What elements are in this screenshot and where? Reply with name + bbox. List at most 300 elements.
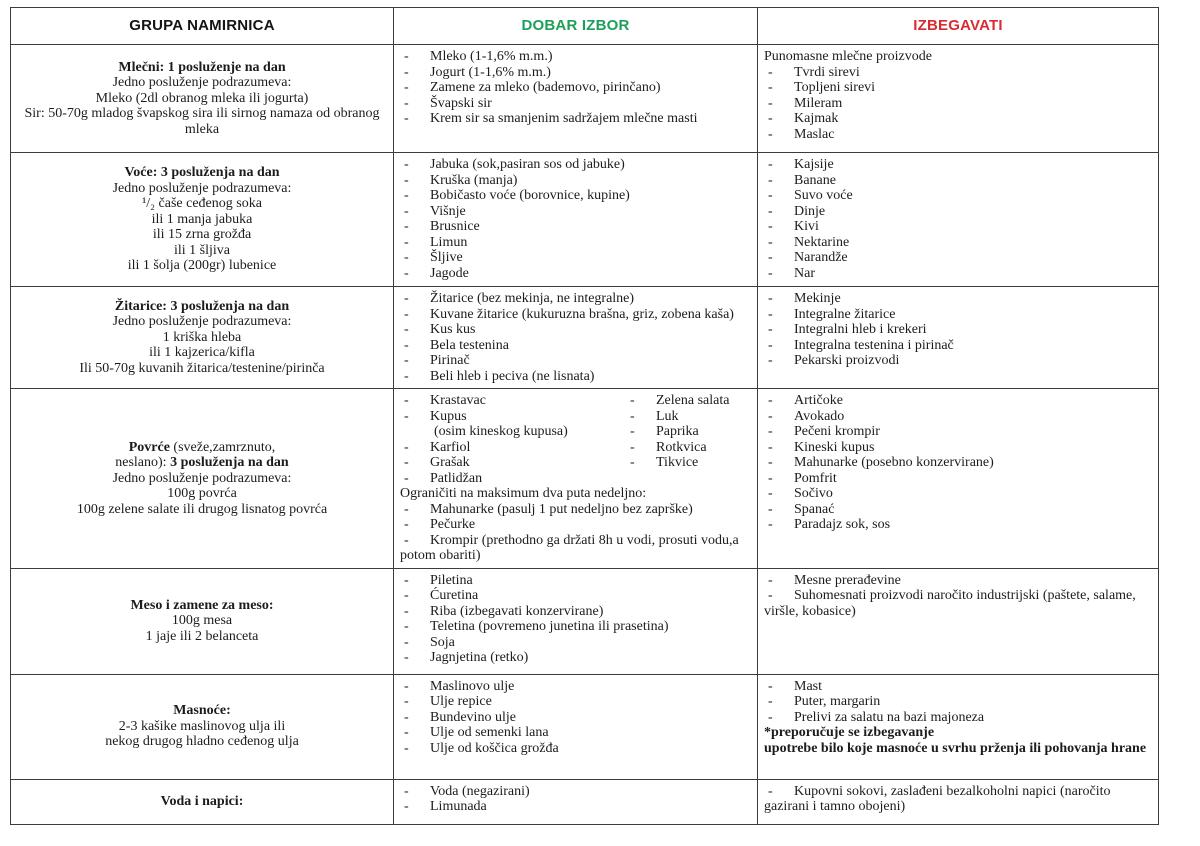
list-item bbox=[764, 173, 1152, 189]
dash-bullet: - bbox=[768, 709, 773, 725]
list-item-text: Pomfrit bbox=[794, 470, 837, 486]
list-item-text: Kus kus bbox=[430, 322, 476, 337]
group-cell-mlecni bbox=[11, 45, 394, 153]
list-item bbox=[400, 157, 751, 173]
avoid-cell-voce bbox=[758, 153, 1159, 287]
group-line-segment: ili 1 šolja (200gr) lubenice bbox=[127, 258, 277, 274]
food-table-container bbox=[10, 7, 1159, 825]
dash-bullet: - bbox=[404, 588, 409, 603]
dash-bullet: - bbox=[404, 234, 409, 250]
group-line-segment: 100g zelene salate ili drugog lisnatog povrća bbox=[76, 501, 328, 517]
list-item-text: Avokado bbox=[794, 408, 845, 424]
column-header-grupa-namirnica: GRUPA NAMIRNICA bbox=[11, 8, 394, 45]
group-line bbox=[17, 345, 387, 361]
list-item bbox=[400, 573, 751, 589]
dash-bullet: - bbox=[768, 188, 773, 203]
list-item-text: Paprika bbox=[656, 424, 699, 439]
dash-bullet: - bbox=[404, 250, 409, 265]
group-cell-voda bbox=[11, 779, 394, 824]
list-item bbox=[400, 111, 751, 127]
group-line-bold-segment: Voda i napici: bbox=[160, 793, 244, 809]
list-item-text: Sočivo bbox=[794, 486, 833, 501]
dash-bullet: - bbox=[768, 172, 773, 188]
list-item-text: Kivi bbox=[794, 219, 819, 234]
list-item-text: Kupus bbox=[430, 408, 467, 424]
list-item-text: Jagode bbox=[430, 265, 469, 281]
list-item bbox=[400, 173, 751, 189]
group-line-segment: Ili 50-70g kuvanih žitarica/testenine/pirinča bbox=[79, 360, 325, 376]
dash-bullet: - bbox=[768, 470, 773, 486]
group-line bbox=[17, 106, 387, 137]
dash-bullet: - bbox=[768, 694, 773, 709]
list-item bbox=[764, 588, 1152, 619]
list-item-text: Luk bbox=[656, 408, 679, 424]
dash-bullet: - bbox=[768, 393, 773, 408]
list-item bbox=[764, 353, 1152, 369]
list-item bbox=[764, 440, 1152, 456]
dash-bullet: - bbox=[404, 172, 409, 188]
group-line bbox=[17, 60, 387, 76]
group-line bbox=[17, 330, 387, 346]
list-item-text: Teletina (povremeno junetina ili prasetina) bbox=[430, 619, 669, 634]
list-item bbox=[400, 694, 751, 710]
dash-bullet: - bbox=[768, 291, 773, 306]
group-cell-zitarice bbox=[11, 287, 394, 389]
list-item bbox=[764, 235, 1152, 251]
table-row-zitarice bbox=[11, 287, 1159, 389]
group-line bbox=[17, 227, 387, 243]
dash-bullet: - bbox=[404, 353, 409, 368]
list-item-text: Suhomesnati proizvodi naročito industrijski (paštete, salame, viršle, kobasice) bbox=[764, 588, 1136, 619]
dash-bullet: - bbox=[768, 353, 773, 368]
dash-bullet: - bbox=[404, 783, 409, 799]
dash-bullet: - bbox=[404, 532, 409, 548]
list-item bbox=[764, 338, 1152, 354]
list-item bbox=[400, 219, 751, 235]
list-item-text: Mesne prerađevine bbox=[794, 572, 901, 588]
list-item-text: Ulje od semenki lana bbox=[430, 725, 549, 740]
good-choice-cell-zitarice bbox=[394, 287, 758, 389]
list-item-text: Suvo voće bbox=[794, 188, 853, 203]
list-item-text: Ćuretina bbox=[430, 588, 479, 603]
group-line bbox=[17, 314, 387, 330]
group-line-segment: 100g povrća bbox=[167, 486, 237, 501]
group-line-segment: nekog drugog hladno ceđenog ulja bbox=[105, 734, 299, 750]
dash-bullet: - bbox=[404, 455, 409, 470]
group-line-segment: ili 1 manja jabuka bbox=[151, 211, 253, 227]
list-item-text: Soja bbox=[430, 634, 455, 650]
list-item bbox=[626, 393, 751, 409]
list-item-text: Krem sir sa smanjenim sadržajem mlečne masti bbox=[430, 111, 698, 126]
list-item bbox=[400, 741, 751, 757]
list-item bbox=[764, 424, 1152, 440]
avoid-cell-meso bbox=[758, 568, 1159, 674]
group-line bbox=[17, 629, 387, 645]
list-item-text: Kajmak bbox=[794, 111, 839, 126]
dash-bullet: - bbox=[404, 337, 409, 353]
list-item-text: Piletina bbox=[430, 572, 473, 588]
list-item bbox=[764, 502, 1152, 518]
list-item-text: Kruška (manja) bbox=[430, 172, 518, 188]
dash-bullet: - bbox=[404, 678, 409, 694]
good-choice-cell-mlecni bbox=[394, 45, 758, 153]
dash-bullet: - bbox=[768, 486, 773, 501]
list-item-text: Jagnjetina (retko) bbox=[430, 650, 529, 665]
list-item bbox=[400, 502, 751, 518]
group-cell-masnoce bbox=[11, 674, 394, 779]
list-item bbox=[764, 409, 1152, 425]
list-item-text: Mileram bbox=[794, 95, 843, 111]
list-item bbox=[400, 393, 626, 409]
group-cell-povrce bbox=[11, 389, 394, 569]
group-line-bold-segment: Mlečni: 1 posluženje na dan bbox=[118, 59, 286, 75]
table-row-voda bbox=[11, 779, 1159, 824]
table-row-povrce bbox=[11, 389, 1159, 569]
list-item bbox=[400, 440, 626, 456]
dash-bullet: - bbox=[768, 111, 773, 126]
list-item bbox=[400, 49, 751, 65]
dash-bullet: - bbox=[404, 64, 409, 80]
list-item bbox=[764, 322, 1152, 338]
good-choice-cell-meso bbox=[394, 568, 758, 674]
group-line bbox=[17, 455, 387, 471]
list-item bbox=[764, 127, 1152, 143]
list-item-text: Prelivi za salatu na bazi majoneza bbox=[794, 709, 985, 725]
dash-bullet: - bbox=[768, 64, 773, 80]
list-item bbox=[764, 573, 1152, 589]
list-item-text: Paradajz sok, sos bbox=[794, 517, 891, 532]
list-item bbox=[400, 471, 626, 487]
list-item-text: Zamene za mleko (bademovo, pirinčano) bbox=[430, 80, 661, 95]
list-item-text: Švapski sir bbox=[430, 95, 492, 111]
list-item bbox=[400, 65, 751, 81]
list-item-text: Višnje bbox=[430, 203, 466, 219]
list-item bbox=[764, 250, 1152, 266]
dash-bullet: - bbox=[768, 678, 773, 694]
group-line-bold-segment: 3 posluženja na dan bbox=[170, 455, 289, 470]
avoid-cell-masnoce bbox=[758, 674, 1159, 779]
table-row-mlecni bbox=[11, 45, 1159, 153]
cell-text-line: Ograničiti na maksimum dva puta nedeljno: bbox=[400, 486, 647, 501]
list-item bbox=[764, 393, 1152, 409]
dash-bullet: - bbox=[768, 80, 773, 95]
dash-bullet: - bbox=[404, 80, 409, 95]
group-line-bold-segment: Žitarice: 3 posluženja na dan bbox=[114, 298, 290, 314]
group-line-segment: Sir: 50-70g mladog švapskog sira ili sirnog namaza od obranog mleka bbox=[24, 106, 380, 137]
list-item bbox=[400, 725, 751, 741]
list-item bbox=[764, 694, 1152, 710]
list-item-text: Jabuka (sok,pasiran sos od jabuke) bbox=[430, 157, 625, 172]
list-item-text: Tikvice bbox=[656, 455, 699, 470]
header-row bbox=[11, 8, 1159, 45]
list-item bbox=[400, 517, 751, 533]
group-line-segment: ¹/₂ čaše ceđenog soka bbox=[142, 196, 262, 212]
list-item bbox=[400, 369, 751, 385]
dash-bullet: - bbox=[404, 291, 409, 306]
dash-bullet: - bbox=[768, 265, 773, 281]
list-item-text: Banane bbox=[794, 172, 836, 188]
right-sublist bbox=[626, 393, 751, 486]
dash-bullet: - bbox=[404, 322, 409, 337]
cell-bold-note: upotrebe bilo koje masnoće u svrhu prženja ili pohovanja hrane bbox=[764, 740, 1147, 756]
dash-bullet: - bbox=[404, 470, 409, 486]
group-line bbox=[17, 703, 387, 719]
list-item-text: Ulje od koščica grožđa bbox=[430, 740, 559, 756]
avoid-cell-voda bbox=[758, 779, 1159, 824]
list-item-text: Voda (negazirani) bbox=[430, 783, 530, 799]
dash-bullet: - bbox=[404, 95, 409, 111]
list-item-text: Maslinovo ulje bbox=[430, 678, 515, 694]
dash-bullet: - bbox=[768, 337, 773, 353]
dash-bullet: - bbox=[404, 439, 409, 455]
group-line-segment: Jedno posluženje podrazumeva: bbox=[112, 180, 292, 196]
list-item bbox=[400, 353, 751, 369]
dash-bullet: - bbox=[404, 219, 409, 234]
group-line-segment: 2-3 kašike maslinovog ulja ili bbox=[118, 718, 286, 734]
group-line bbox=[17, 75, 387, 91]
dash-bullet: - bbox=[404, 650, 409, 665]
dash-bullet: - bbox=[404, 799, 409, 814]
group-cell-voce bbox=[11, 153, 394, 287]
list-item-text: Pečurke bbox=[430, 517, 476, 532]
list-item bbox=[400, 266, 751, 282]
group-line-segment: ili 1 šljiva bbox=[174, 242, 230, 258]
group-line bbox=[17, 719, 387, 735]
dash-bullet: - bbox=[404, 634, 409, 650]
dash-bullet: - bbox=[404, 157, 409, 172]
list-item-text: Jogurt (1-1,6% m.m.) bbox=[430, 64, 551, 80]
group-line-segment: (sveže,zamrznuto, bbox=[173, 439, 276, 455]
avoid-cell-zitarice bbox=[758, 287, 1159, 389]
list-item-text: Topljeni sirevi bbox=[794, 80, 876, 95]
list-item bbox=[764, 679, 1152, 695]
dash-bullet: - bbox=[404, 203, 409, 219]
avoid-cell-povrce bbox=[758, 389, 1159, 569]
list-item-text: Zelena salata bbox=[656, 393, 730, 408]
list-item-text: Puter, margarin bbox=[794, 694, 881, 709]
dash-bullet: - bbox=[404, 49, 409, 64]
list-item bbox=[400, 204, 751, 220]
good-choice-cell-voda bbox=[394, 779, 758, 824]
list-item bbox=[400, 291, 751, 307]
list-item bbox=[764, 291, 1152, 307]
group-line bbox=[17, 502, 387, 518]
group-line-bold-segment: Povrće bbox=[128, 439, 174, 455]
list-item-text: Narandže bbox=[794, 250, 848, 265]
good-choice-cell-voce bbox=[394, 153, 758, 287]
group-line bbox=[17, 471, 387, 487]
list-item bbox=[764, 96, 1152, 112]
dash-bullet: - bbox=[768, 95, 773, 111]
list-item-text: Beli hleb i peciva (ne lisnata) bbox=[430, 368, 595, 384]
list-item bbox=[400, 80, 751, 96]
group-line-segment: Mleko (2dl obranog mleka ili jogurta) bbox=[95, 90, 309, 106]
dash-bullet: - bbox=[630, 439, 635, 455]
group-line bbox=[17, 165, 387, 181]
group-line-segment: ili 15 zrna grožđa bbox=[152, 227, 252, 243]
list-item-text: Šljive bbox=[430, 250, 463, 265]
list-item bbox=[400, 650, 751, 666]
list-item bbox=[400, 307, 751, 323]
dash-bullet: - bbox=[404, 619, 409, 634]
list-item bbox=[400, 710, 751, 726]
list-item bbox=[764, 80, 1152, 96]
group-line bbox=[17, 440, 387, 456]
dash-bullet: - bbox=[630, 393, 635, 408]
dash-bullet: - bbox=[404, 709, 409, 725]
dash-bullet: - bbox=[768, 501, 773, 517]
good-choice-cell-masnoce bbox=[394, 674, 758, 779]
cell-text-line: Punomasne mlečne proizvode bbox=[764, 49, 932, 64]
table-body bbox=[11, 45, 1159, 825]
list-item bbox=[400, 784, 751, 800]
group-line bbox=[17, 212, 387, 228]
list-item-text: Mekinje bbox=[794, 291, 841, 306]
list-item-text: Ulje repice bbox=[430, 694, 492, 709]
list-item-text: Kupovni sokovi, zaslađeni bezalkoholni napici (naročito gazirani i tamno obojeni) bbox=[764, 783, 1111, 814]
dash-bullet: - bbox=[404, 111, 409, 126]
list-item-text: Mahunarke (posebno konzervirane) bbox=[794, 455, 994, 470]
dash-bullet: - bbox=[404, 393, 409, 408]
list-item bbox=[626, 440, 751, 456]
list-item bbox=[626, 455, 751, 471]
list-item-text: Kajsije bbox=[794, 157, 834, 172]
list-item-text: Integralni hleb i krekeri bbox=[794, 322, 927, 337]
list-item-text: Rotkvica bbox=[656, 439, 707, 455]
group-line-segment: Jedno posluženje podrazumeva: bbox=[112, 470, 292, 486]
dash-bullet: - bbox=[768, 572, 773, 588]
cell-bold-note: *preporučuje se izbegavanje bbox=[764, 725, 935, 740]
group-line bbox=[17, 734, 387, 750]
group-line bbox=[17, 613, 387, 629]
group-line bbox=[17, 361, 387, 377]
good-choice-cell-povrce bbox=[394, 389, 758, 569]
food-groups-table bbox=[10, 7, 1159, 825]
list-item bbox=[764, 219, 1152, 235]
list-item-text: Nar bbox=[794, 265, 815, 281]
list-item-text: Krastavac bbox=[430, 393, 486, 408]
group-line-segment: Jedno posluženje podrazumeva: bbox=[112, 75, 292, 91]
dash-bullet: - bbox=[768, 219, 773, 234]
group-line bbox=[17, 598, 387, 614]
dash-bullet: - bbox=[404, 408, 409, 424]
list-item-text: Žitarice (bez mekinja, ne integralne) bbox=[430, 291, 635, 306]
list-item-text: Kineski kupus bbox=[794, 439, 875, 455]
dash-bullet: - bbox=[630, 455, 635, 470]
group-line-segment: 1 kriška hleba bbox=[162, 329, 242, 345]
list-item-text: Krompir (prethodno ga držati 8h u vodi, prosuti vodu,a potom obariti) bbox=[400, 532, 739, 563]
dash-bullet: - bbox=[768, 517, 773, 532]
list-item-text: Pirinač bbox=[430, 353, 470, 368]
list-item-text: Karfiol bbox=[430, 439, 471, 455]
list-item-text: Bundevino ulje bbox=[430, 709, 516, 725]
list-item-text: Mahunarke (pasulj 1 put nedeljno bez zaprške) bbox=[430, 501, 693, 517]
list-item bbox=[764, 65, 1152, 81]
dash-bullet: - bbox=[768, 306, 773, 322]
dash-bullet: - bbox=[768, 439, 773, 455]
list-item bbox=[400, 250, 751, 266]
dash-bullet: - bbox=[404, 572, 409, 588]
dash-bullet: - bbox=[768, 250, 773, 265]
table-row-voce bbox=[11, 153, 1159, 287]
group-cell-meso bbox=[11, 568, 394, 674]
list-item-text: Nektarine bbox=[794, 234, 850, 250]
column-header-izbegavati: IZBEGAVATI bbox=[758, 8, 1159, 45]
group-line bbox=[17, 486, 387, 502]
dash-bullet: - bbox=[630, 424, 635, 439]
list-item-text: Bela testenina bbox=[430, 337, 509, 353]
list-item-text: Tvrdi sirevi bbox=[794, 64, 860, 80]
list-item-text: Mast bbox=[794, 678, 822, 694]
group-line-segment: ili 1 kajzerica/kifla bbox=[149, 345, 255, 361]
dash-bullet: - bbox=[768, 455, 773, 470]
list-item-text: Pekarski proizvodi bbox=[794, 353, 900, 368]
dash-bullet: - bbox=[768, 783, 773, 799]
list-item-text: Pečeni krompir bbox=[794, 424, 880, 439]
group-line-segment: Jedno posluženje podrazumeva: bbox=[112, 314, 292, 330]
table-row-masnoce bbox=[11, 674, 1159, 779]
dash-bullet: - bbox=[404, 368, 409, 384]
list-item bbox=[400, 799, 751, 815]
list-item bbox=[400, 96, 751, 112]
list-item-text: Limun bbox=[430, 234, 468, 250]
list-item-text: Integralna testenina i pirinač bbox=[794, 337, 954, 353]
list-item bbox=[400, 679, 751, 695]
column-header-dobar-izbor: DOBAR IZBOR bbox=[394, 8, 758, 45]
list-item bbox=[764, 784, 1152, 815]
list-item-text: Maslac bbox=[794, 126, 835, 142]
group-line bbox=[17, 91, 387, 107]
dash-bullet: - bbox=[404, 725, 409, 740]
dash-bullet: - bbox=[404, 306, 409, 322]
list-item bbox=[400, 533, 751, 564]
list-continuation-line: (osim kineskog kupusa) bbox=[434, 424, 568, 439]
avoid-cell-mlecni bbox=[758, 45, 1159, 153]
list-item bbox=[400, 338, 751, 354]
list-item-text: Kuvane žitarice (kukuruzna brašna, griz, zobena kaša) bbox=[430, 306, 734, 322]
dash-bullet: - bbox=[768, 424, 773, 439]
list-item-text: Brusnice bbox=[430, 219, 480, 234]
list-item-text: Spanać bbox=[794, 501, 835, 517]
dash-bullet: - bbox=[630, 408, 635, 424]
list-item bbox=[764, 486, 1152, 502]
table-header bbox=[11, 8, 1159, 45]
group-line-segment: neslano): bbox=[115, 455, 171, 470]
list-item bbox=[764, 517, 1152, 533]
list-item-text: Bobičasto voće (borovnice, kupine) bbox=[430, 188, 630, 203]
dash-bullet: - bbox=[404, 694, 409, 709]
list-item-text: Mleko (1-1,6% m.m.) bbox=[430, 49, 553, 64]
list-item-text: Dinje bbox=[794, 203, 826, 219]
group-line-segment: 100g mesa bbox=[171, 613, 233, 629]
dash-bullet: - bbox=[404, 740, 409, 756]
group-line bbox=[17, 299, 387, 315]
group-line-bold-segment: Voće: 3 posluženja na dan bbox=[124, 165, 280, 181]
dash-bullet: - bbox=[768, 408, 773, 424]
list-item-text: Riba (izbegavati konzervirane) bbox=[430, 603, 604, 619]
dash-bullet: - bbox=[768, 203, 773, 219]
list-item bbox=[626, 409, 751, 425]
list-item bbox=[400, 409, 626, 425]
two-column-list bbox=[400, 393, 751, 486]
group-line bbox=[17, 243, 387, 259]
dash-bullet: - bbox=[404, 517, 409, 532]
list-item bbox=[626, 424, 751, 440]
group-line bbox=[17, 794, 387, 810]
group-line bbox=[17, 181, 387, 197]
dash-bullet: - bbox=[768, 234, 773, 250]
list-item bbox=[400, 235, 751, 251]
